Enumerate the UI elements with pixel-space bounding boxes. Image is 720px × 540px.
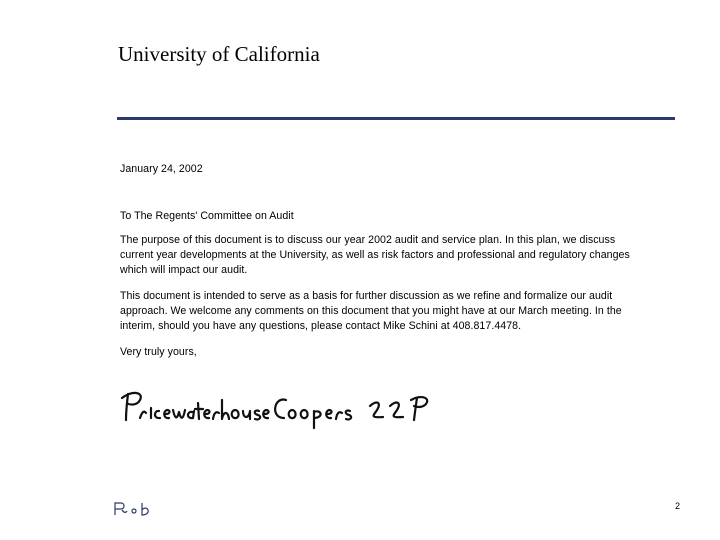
letter-paragraph-1: The purpose of this document is to discuss our year 2002 audit and service plan. In this plan, we discuss current year developments at the University, as well as risk factors and professional and regulatory changes which will impact our audit.	[120, 234, 630, 276]
firm-logo-icon	[112, 500, 160, 518]
header-divider	[117, 117, 675, 120]
signature	[118, 378, 438, 438]
letter-paragraph-2: This document is intended to serve as a basis for further discussion as we refine and formalize our audit approach. We welcome any comments on this document that you might have at our March meeting. In the interim, should you have any questions, please contact Mike Schini at 408.817.4478.	[120, 290, 622, 332]
page-title: University of California	[118, 42, 320, 66]
letter-closing: Very truly yours,	[120, 346, 197, 358]
letter-date: January 24, 2002	[120, 163, 203, 175]
page-number: 2	[674, 501, 680, 511]
letter-addressee: To The Regents' Committee on Audit	[120, 210, 294, 222]
signature-image	[118, 378, 438, 438]
